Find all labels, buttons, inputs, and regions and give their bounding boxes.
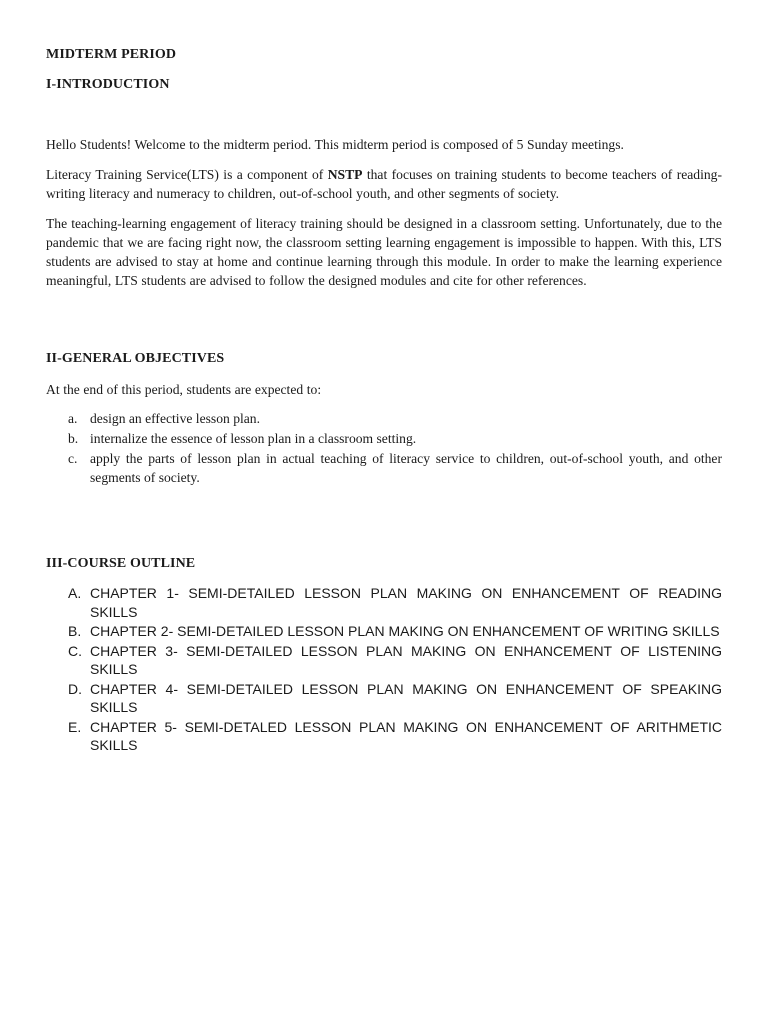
objective-item: [46, 429, 722, 448]
outline-item-text: CHAPTER 5- SEMI-DETALED LESSON PLAN MAKING ON ENHANCEMENT OF ARITHMETIC SKILLS: [90, 718, 722, 753]
objective-item-marker: c.: [68, 451, 78, 466]
outline-item: [46, 718, 722, 755]
objective-item-text: internalize the essence of lesson plan in a classroom setting.: [90, 431, 417, 446]
objective-item-marker: b.: [68, 431, 79, 446]
intro-paragraph-lts: [46, 165, 722, 203]
outline-item-marker: C.: [68, 642, 82, 659]
lts-text-before: Literacy Training Service(LTS) is a component of: [46, 167, 328, 182]
objectives-list: [46, 409, 722, 488]
outline-item-text: CHAPTER 1- SEMI-DETAILED LESSON PLAN MAKING ON ENHANCEMENT OF READING SKILLS: [90, 585, 722, 620]
objectives-heading: II-GENERAL OBJECTIVES: [46, 351, 225, 366]
lts-text-after: that focuses on training students to become teachers of reading-writing literacy and numeracy to children, out-of-school youth, and other segments of society.: [46, 167, 722, 201]
outline-item: [46, 642, 722, 679]
outline-item-marker: A.: [68, 585, 82, 601]
objective-item: [46, 409, 722, 428]
outline-item-text: CHAPTER 2- SEMI-DETAILED LESSON PLAN MAKING ON ENHANCEMENT OF WRITING SKILLS: [90, 623, 720, 639]
course-outline-heading: III-COURSE OUTLINE: [46, 556, 196, 571]
objective-item-text: apply the parts of lesson plan in actual teaching of literacy service to children, out-of-school youth, and other segments of society.: [90, 451, 722, 485]
outline-item-text: CHAPTER 3- SEMI-DETAILED LESSON PLAN MAKING ON ENHANCEMENT OF LISTENING SKILLS: [90, 642, 722, 677]
introduction-heading: I-INTRODUCTION: [46, 77, 170, 92]
outline-item: [46, 584, 722, 621]
outline-item-marker: D.: [68, 680, 82, 697]
outline-item-text: CHAPTER 4- SEMI-DETAILED LESSON PLAN MAKING ON ENHANCEMENT OF SPEAKING SKILLS: [90, 680, 722, 715]
document-title: MIDTERM PERIOD: [46, 47, 177, 62]
objective-item: [46, 449, 722, 487]
objective-item-text: design an effective lesson plan.: [90, 411, 260, 426]
objectives-intro: At the end of this period, students are expected to:: [46, 382, 322, 397]
objective-item-marker: a.: [68, 411, 78, 426]
course-outline-list: [46, 584, 722, 756]
intro-paragraph-welcome: Hello Students! Welcome to the midterm period. This midterm period is composed of 5 Sunday meetings.: [46, 137, 624, 152]
nstp-bold-text: NSTP: [327, 167, 363, 182]
intro-paragraph-engagement: The teaching-learning engagement of literacy training should be designed in a classroom setting. Unfortunately, due to the pandemic that we are facing right now, the classroom setting learning engagement is impossible to happen. With this, LTS students are advised to stay at home and continue learning through this module. In order to make the learning experience meaningful, LTS students are advised to follow the designed modules and cite for other references.: [46, 216, 722, 288]
outline-item-marker: B.: [68, 623, 82, 639]
outline-item: [46, 680, 722, 717]
outline-item: [46, 622, 722, 641]
outline-item-marker: E.: [68, 718, 82, 735]
